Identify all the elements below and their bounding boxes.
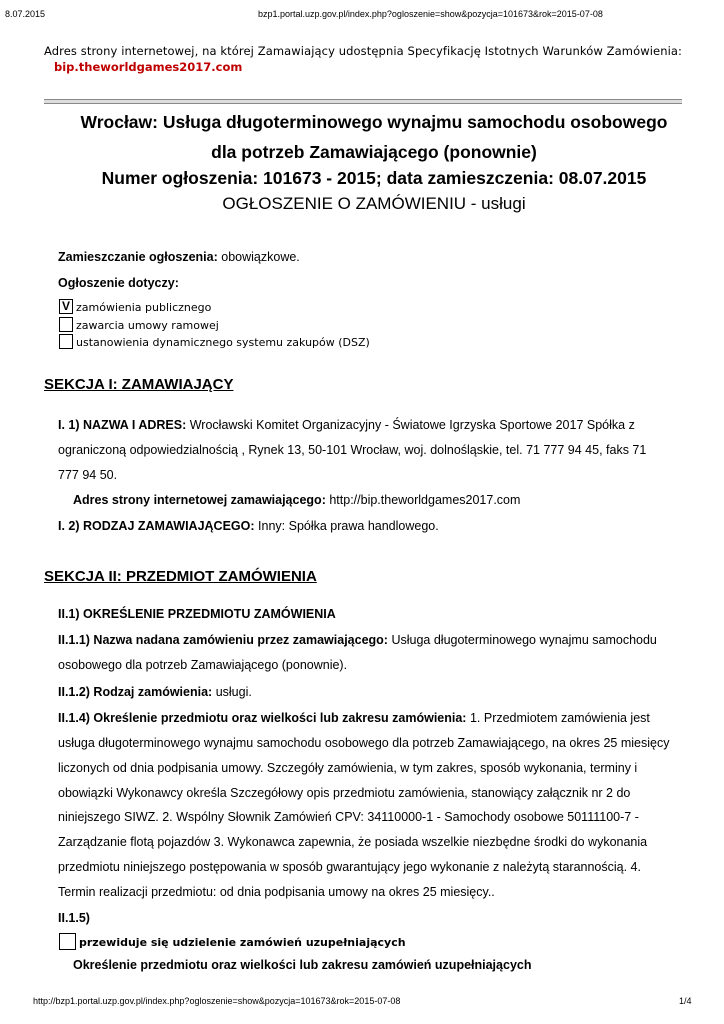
option-row — [59, 333, 370, 351]
order-name-line-1: Usługa długoterminowego wynajmu samochodu — [391, 633, 657, 647]
section-2-title: SEKCJA II: PRZEDMIOT ZAMÓWIENIA — [44, 568, 317, 585]
placement-label: Zamieszczanie ogłoszenia: — [58, 250, 218, 264]
print-url: bzp1.portal.uzp.gov.pl/index.php?ogloszenie=show&pozycja=101673&rok=2015-07-08 — [258, 9, 603, 19]
name-address-line-1: Wrocławski Komitet Organizacyjny - Światowe Igrzyska Sportowe 2017 Spółka z — [189, 418, 635, 432]
description-label: II.1.4) Określenie przedmiotu oraz wielkości lub zakresu zamówienia: — [58, 711, 467, 725]
siwz-link[interactable]: bip.theworldgames2017.com — [54, 60, 243, 74]
supplementary-option-row — [59, 933, 406, 951]
page-number: 1/4 — [679, 996, 692, 1006]
name-address-line-3: 777 94 50. — [58, 468, 118, 482]
website-value: http://bip.theworldgames2017.com — [329, 493, 521, 507]
description-line-7: przedmiotu niniejszego postępowania w sposób gwarantujący jego wykonanie z należytą starannością. 4. — [58, 860, 641, 874]
contracting-type-label: I. 2) RODZAJ ZAMAWIAJĄCEGO: — [58, 519, 255, 533]
description-line-5: niniejszego SIWZ. 2. Wspólny Słownik Zamówień CPV: 34110000-1 - Samochody osobowe 50111100-7 - — [58, 810, 639, 824]
concerns-label: Ogłoszenie dotyczy: — [58, 276, 179, 290]
checkbox-icon — [59, 334, 73, 349]
divider — [44, 99, 682, 104]
title-line-1: Wrocław: Usługa długoterminowego wynajmu samochodu osobowego — [80, 112, 668, 132]
page-subtitle: OGŁOSZENIE O ZAMÓWIENIU - usługi — [222, 194, 526, 213]
order-kind-value: usługi. — [215, 685, 252, 699]
option-row — [59, 298, 211, 316]
name-address-label: I. 1) NAZWA I ADRES: — [58, 418, 187, 432]
description-line-2: usługa długoterminowego wynajmu samochodu osobowego dla potrzeb Zamawiającego, na okres 25 miesięcy — [58, 736, 670, 750]
order-kind-row — [58, 685, 252, 699]
description-line-1: 1. Przedmiotem zamówienia jest — [469, 711, 650, 725]
order-name-row — [58, 633, 657, 647]
supplementary-option-label: przewiduje się udzielenie zamówień uzupełniających — [79, 936, 406, 949]
print-date: 8.07.2015 — [5, 9, 46, 19]
description-row — [58, 711, 650, 725]
title-line-3: Numer ogłoszenia: 101673 - 2015; data zamieszczenia: 08.07.2015 — [101, 168, 647, 188]
name-address-row — [58, 418, 635, 432]
option-row — [59, 316, 219, 334]
order-name-label: II.1.1) Nazwa nadana zamówieniu przez zamawiającego: — [58, 633, 388, 647]
website-row — [73, 493, 520, 507]
title-line-2: dla potrzeb Zamawiającego (ponownie) — [211, 142, 537, 162]
supplementary-description-label: Określenie przedmiotu oraz wielkości lub zakresu zamówień uzupełniających — [73, 958, 532, 972]
item-115-label: II.1.5) — [58, 911, 90, 925]
description-line-4: obowiązki Wykonawcy określa Szczegółowy opis przedmiotu zamówienia, stanowiący załącznik nr 2 do — [58, 786, 631, 800]
checkbox-icon — [59, 933, 76, 950]
description-line-6: Zarządzanie flotą pojazdów 3. Wykonawca zapewnia, że posiada wszelkie niezbędne środki do wykonania — [58, 835, 648, 849]
option-label: zawarcia umowy ramowej — [76, 319, 219, 332]
contracting-type-row — [58, 519, 439, 533]
footer-url: http://bzp1.portal.uzp.gov.pl/index.php?ogloszenie=show&pozycja=101673&rok=2015-07-08 — [33, 996, 401, 1006]
website-label: Adres strony internetowej zamawiającego: — [73, 493, 326, 507]
order-name-line-2: osobowego dla potrzeb Zamawiającego (ponownie). — [58, 658, 348, 672]
section-1-title: SEKCJA I: ZAMAWIAJĄCY — [44, 376, 234, 393]
contracting-type-value: Inny: Spółka prawa handlowego. — [258, 519, 439, 533]
order-kind-label: II.1.2) Rodzaj zamówienia: — [58, 685, 213, 699]
siwz-note: Adres strony internetowej, na której Zamawiający udostępnia Specyfikację Istotnych Warunków Zamówienia: — [44, 44, 683, 58]
name-address-line-2: ograniczoną odpowiedzialnością , Rynek 13, 50-101 Wrocław, woj. dolnośląskie, tel. 71 777 94 45, faks 71 — [58, 443, 647, 457]
subject-heading: II.1) OKREŚLENIE PRZEDMIOTU ZAMÓWIENIA — [58, 607, 336, 621]
checkbox-icon — [59, 317, 73, 332]
description-line-3: liczonych od dnia podpisania umowy. Szczegóły zamówienia, w tym zakres, sposób wykonania, terminy i — [58, 761, 638, 775]
option-label: ustanowienia dynamicznego systemu zakupów (DSZ) — [76, 336, 370, 349]
description-line-8: Termin realizacji przedmiotu: od dnia podpisania umowy na okres 25 miesięcy.. — [58, 885, 495, 899]
placement-value: obowiązkowe. — [221, 250, 300, 264]
placement-row — [58, 250, 300, 264]
option-label: zamówienia publicznego — [76, 301, 212, 314]
checkbox-icon: V — [59, 299, 73, 314]
